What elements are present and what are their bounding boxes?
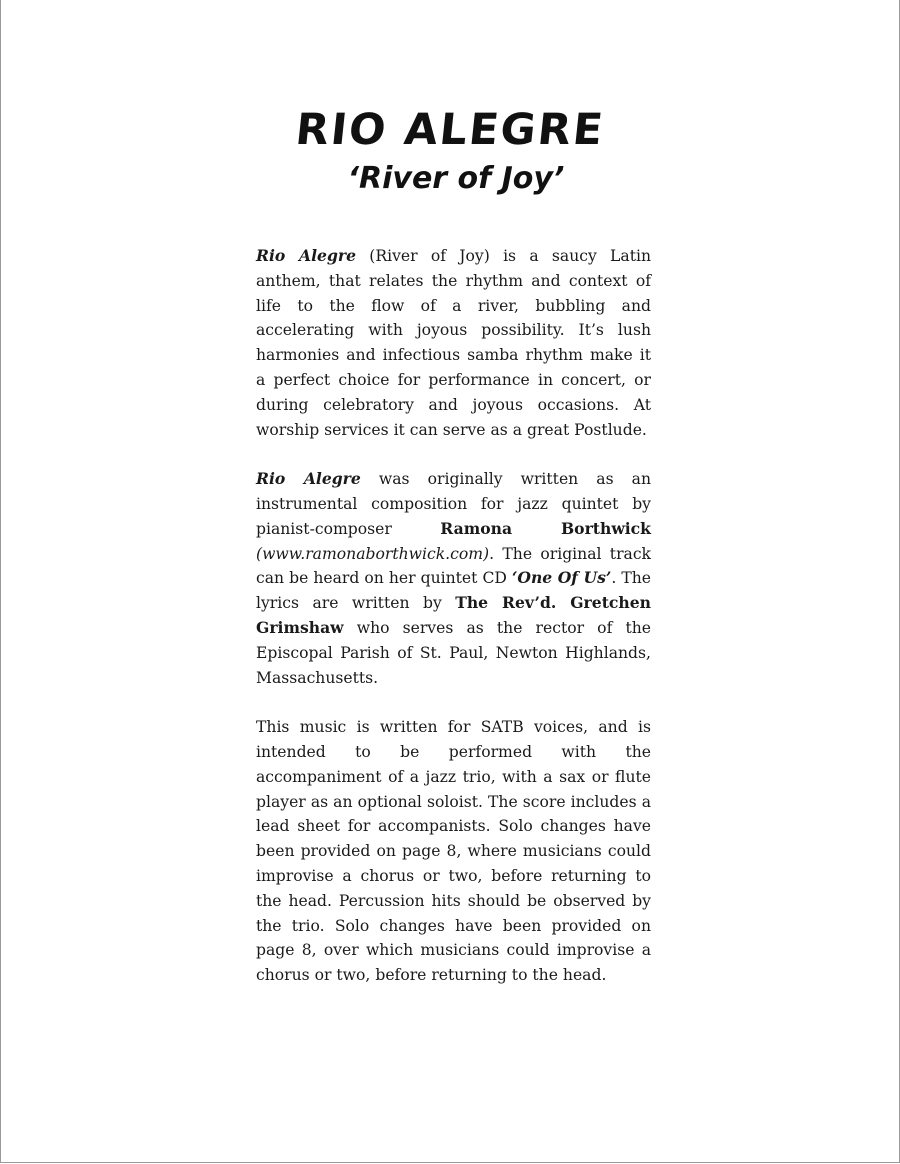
- lyricist-name: The Rev’d. Gretchen Grimshaw: [256, 593, 651, 637]
- origin-text-b: . The original track can be heard on her quintet CD: [256, 544, 651, 588]
- origin-text-a: was originally written as an instrumental composition for jazz quintet by pianist-composer: [256, 470, 652, 538]
- origin-text-c: . The lyrics are written by: [256, 569, 651, 613]
- composer-name: Ramona Borthwick: [440, 518, 651, 538]
- cd-title: ‘One Of Us’: [511, 568, 612, 588]
- intro-text: (River of Joy) is a saucy Latin anthem, that relates the rhythm and context of life to the flow of a river, bubbling and accelerating with joyous possibility. It’s lush harmonies and infectious samba rhythm make it a perfect choice for performance in concert, or during celebratory and joyous occasions. At worship services it can serve as a great Postlude.: [256, 247, 651, 439]
- performance-text: This music is written for SATB voices, and is intended to be performed with the accompaniment of a jazz trio, with a sax or flute player as an optional soloist. The score includes a lead sheet for accompanists. Solo changes have been provided on page 8, where musicians could improvise a chorus or two, before returning to the head. Percussion hits should be observed by the trio. Solo changes have been provided on page 8, over which musicians could improvise a chorus or two, before returning to the head.: [256, 718, 651, 985]
- body-text: [256, 244, 651, 1013]
- origin-text-d: who serves as the rector of the Episcopal Parish of St. Paul, Newton Highlands, Massachusetts.: [256, 618, 651, 687]
- title-block: [0, 106, 900, 197]
- page-title: RIO ALEGRE: [293, 105, 607, 155]
- paragraph-intro: [256, 244, 651, 442]
- page-subtitle: ‘River of Joy’: [347, 161, 565, 197]
- composer-website: (www.ramonaborthwick.com): [256, 544, 490, 563]
- paragraph-origin: [256, 467, 651, 690]
- intro-lead-title: Rio Alegre: [256, 246, 357, 265]
- paragraph-performance: [256, 715, 651, 988]
- origin-lead-title: Rio Alegre: [256, 469, 361, 489]
